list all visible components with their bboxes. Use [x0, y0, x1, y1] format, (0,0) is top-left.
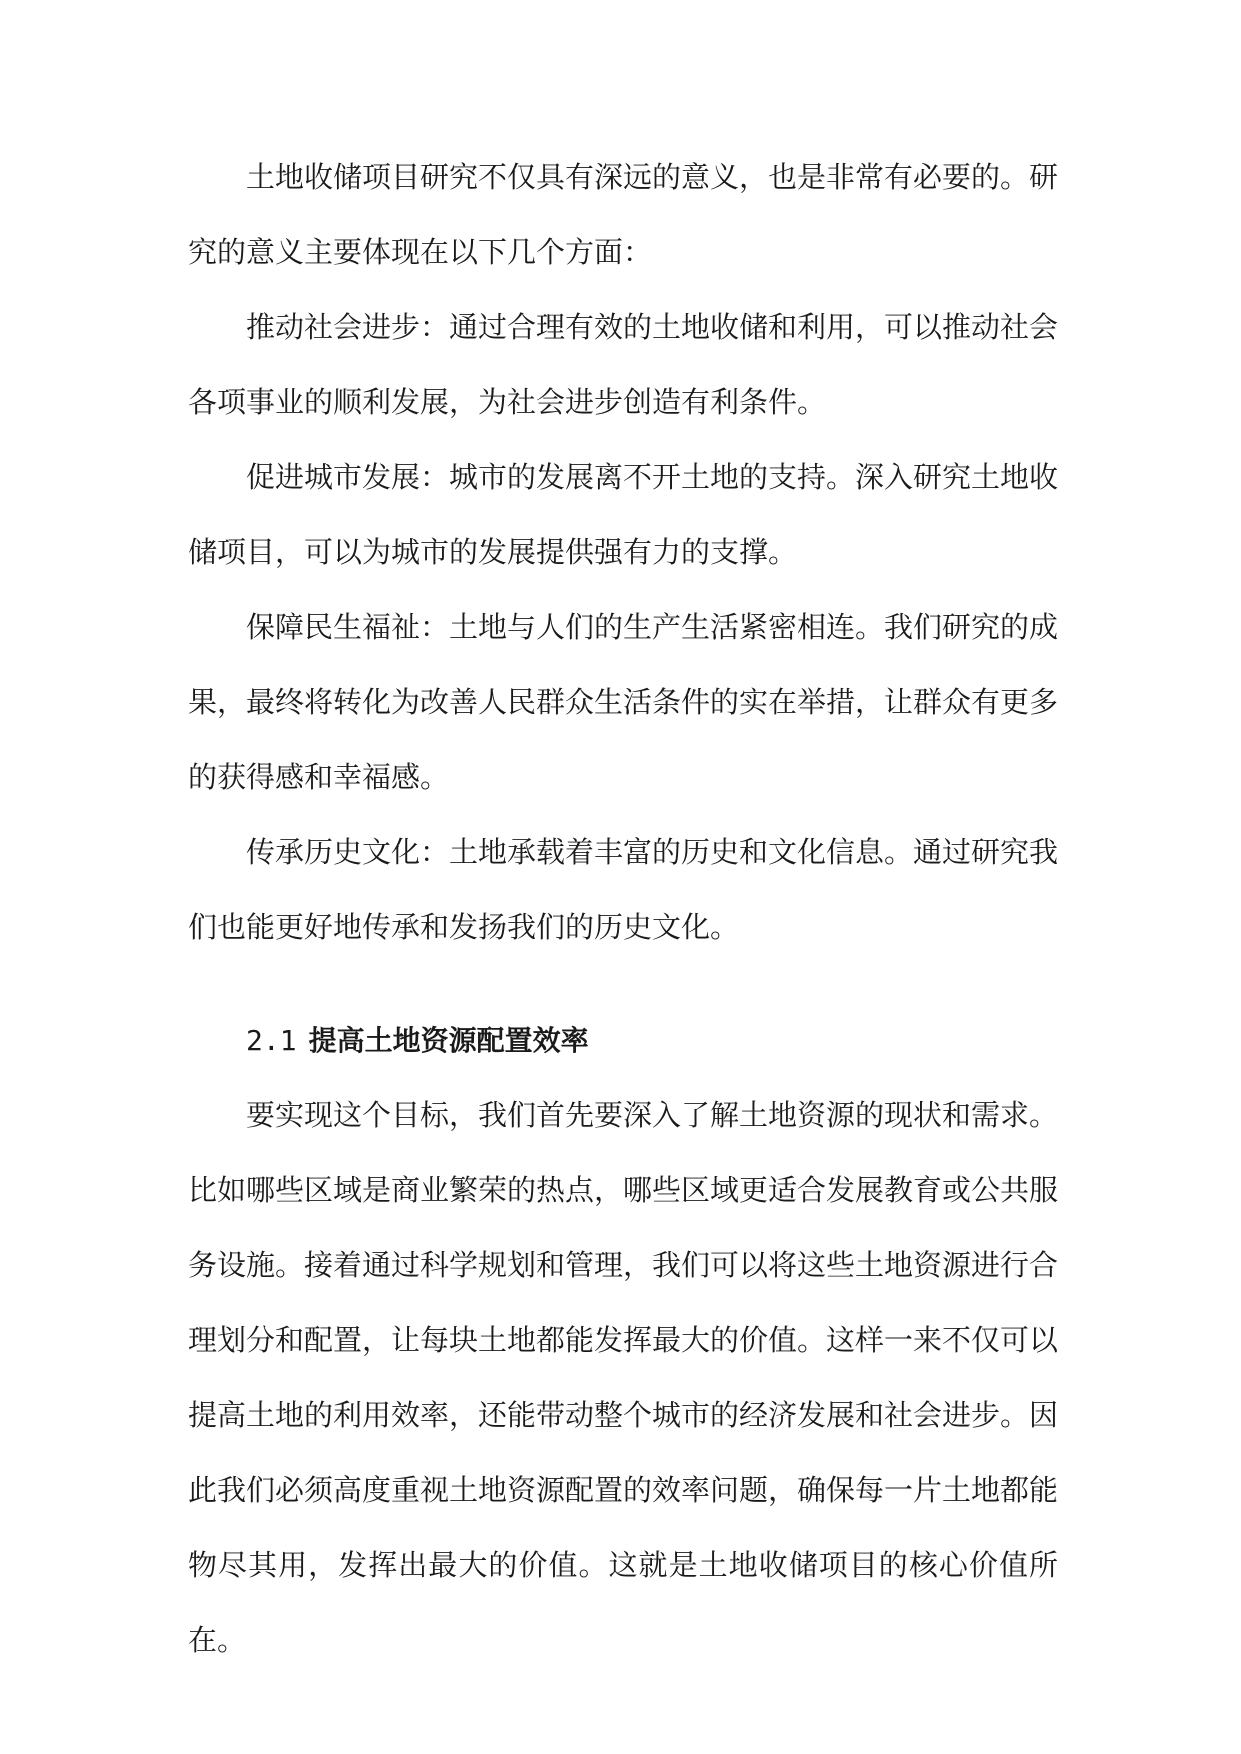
- paragraph-intro: 土地收储项目研究不仅具有深远的意义，也是非常有必要的。研究的意义主要体现在以下几个方面：: [188, 160, 1059, 269]
- paragraph-urban-development: 促进城市发展：城市的发展离不开土地的支持。深入研究土地收储项目，可以为城市的发展提供强有力的支撑。: [188, 460, 1059, 569]
- paragraph-heritage: 传承历史文化：土地承载着丰富的历史和文化信息。通过研究我们也能更好地传承和发扬我们的历史文化。: [188, 835, 1059, 944]
- document-body: [188, 140, 1058, 1678]
- paragraph-section-body: 要实现这个目标，我们首先要深入了解土地资源的现状和需求。比如哪些区域是商业繁荣的热点，哪些区域更适合发展教育或公共服务设施。接着通过科学规划和管理，我们可以将这些土地资源进行合理划分和配置，让每块土地都能发挥最大的价值。这样一来不仅可以提高土地的利用效率，还能带动整个城市的经济发展和社会进步。因此我们必须高度重视土地资源配置的效率问题，确保每一片土地都能物尽其用，发挥出最大的价值。这就是土地收储项目的核心价值所在。: [188, 1098, 1059, 1657]
- paragraph-livelihood: 保障民生福祉：土地与人们的生产生活紧密相连。我们研究的成果，最终将转化为改善人民群众生活条件的实在举措，让群众有更多的获得感和幸福感。: [188, 610, 1059, 794]
- section-title: 提高土地资源配置效率: [308, 1024, 589, 1057]
- section-heading: [188, 1003, 1058, 1078]
- section-number: 2.1: [246, 1024, 297, 1057]
- paragraph-social-progress: 推动社会进步：通过合理有效的土地收储和利用，可以推动社会各项事业的顺利发展，为社会进步创造有利条件。: [188, 310, 1059, 419]
